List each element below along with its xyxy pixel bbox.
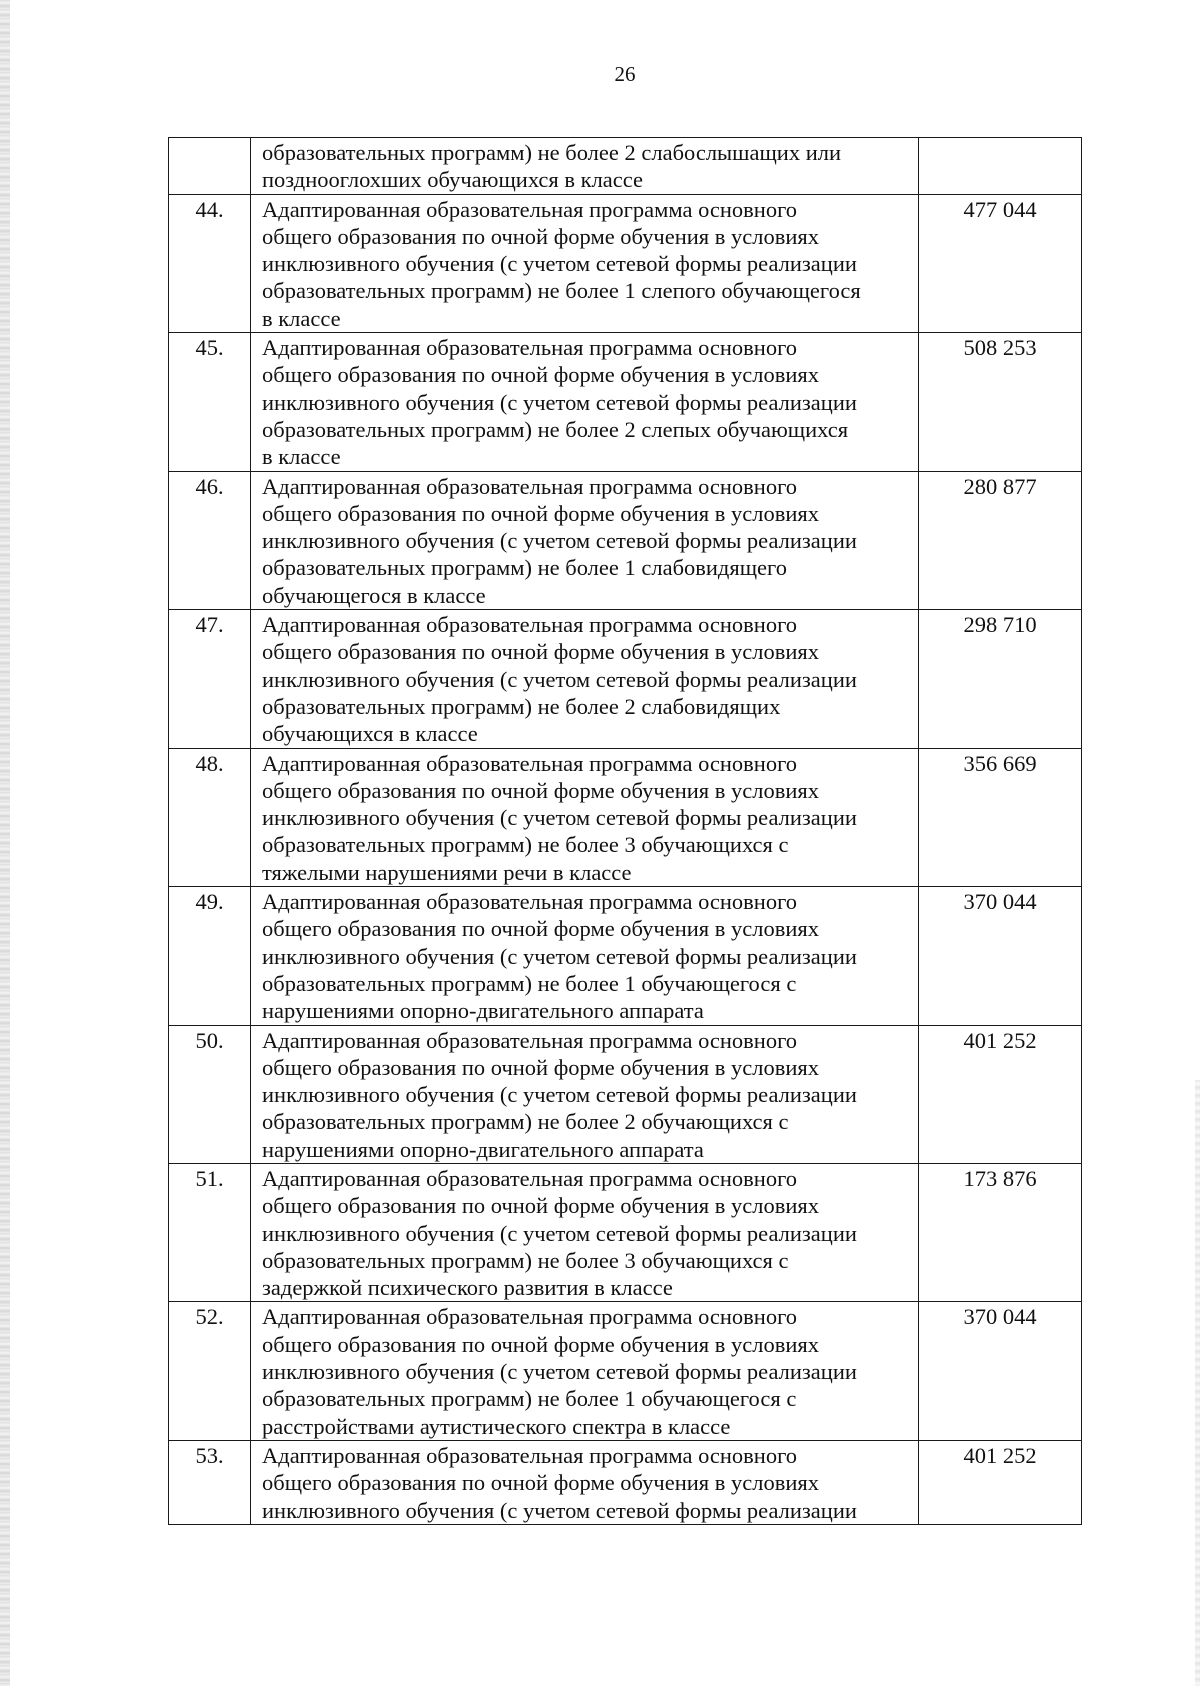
description-line: общего образования по очной форме обучения в условиях bbox=[262, 1331, 819, 1357]
description-line: нарушениями опорно-двигательного аппарата bbox=[262, 1136, 704, 1162]
description-line: инклюзивного обучения (с учетом сетевой формы реализации bbox=[262, 389, 857, 415]
table-row bbox=[169, 138, 1082, 195]
row-value: 401 252 bbox=[919, 1440, 1082, 1524]
description-line: образовательных программ) не более 3 обучающихся с bbox=[262, 1247, 789, 1273]
description-line: Адаптированная образовательная программа основного bbox=[262, 889, 798, 915]
description-line: инклюзивного обучения (с учетом сетевой формы реализации bbox=[262, 805, 857, 831]
row-description bbox=[251, 1440, 919, 1524]
description-line: в классе bbox=[262, 305, 341, 331]
description-line: образовательных программ) не более 2 слабовидящих bbox=[262, 693, 781, 719]
description-line: обучающихся в классе bbox=[262, 721, 478, 747]
description-line: образовательных программ) не более 1 обучающегося с bbox=[262, 1386, 797, 1412]
description-line: общего образования по очной форме обучения в условиях bbox=[262, 1054, 819, 1080]
table-row bbox=[169, 333, 1082, 471]
description-line: образовательных программ) не более 1 обучающегося с bbox=[262, 970, 797, 996]
description-line: Адаптированная образовательная программа основного bbox=[262, 1027, 798, 1053]
table-row bbox=[169, 1163, 1082, 1301]
row-value: 173 876 bbox=[919, 1163, 1082, 1301]
row-number bbox=[169, 138, 251, 195]
description-line: общего образования по очной форме обучения в условиях bbox=[262, 362, 819, 388]
row-number: 49. bbox=[169, 887, 251, 1025]
row-description bbox=[251, 1163, 919, 1301]
row-description bbox=[251, 471, 919, 609]
description-line: общего образования по очной форме обучения в условиях bbox=[262, 1470, 819, 1496]
description-line: Адаптированная образовательная программа основного bbox=[262, 750, 798, 776]
description-line: Адаптированная образовательная программа основного bbox=[262, 1304, 798, 1330]
description-line: образовательных программ) не более 2 слепых обучающихся bbox=[262, 416, 849, 442]
row-number: 45. bbox=[169, 333, 251, 471]
description-line: Адаптированная образовательная программа основного bbox=[262, 196, 798, 222]
table-row bbox=[169, 887, 1082, 1025]
table-row bbox=[169, 748, 1082, 886]
table-row bbox=[169, 471, 1082, 609]
description-line: позднооглохших обучающихся в классе bbox=[262, 167, 644, 193]
row-number: 44. bbox=[169, 194, 251, 332]
row-description bbox=[251, 333, 919, 471]
description-line: расстройствами аутистического спектра в классе bbox=[262, 1413, 731, 1439]
row-number: 51. bbox=[169, 1163, 251, 1301]
row-description bbox=[251, 1302, 919, 1440]
table-row bbox=[169, 1440, 1082, 1524]
row-description bbox=[251, 887, 919, 1025]
row-number: 47. bbox=[169, 610, 251, 748]
description-line: Адаптированная образовательная программа основного bbox=[262, 1442, 798, 1468]
table-row bbox=[169, 1025, 1082, 1163]
row-value: 370 044 bbox=[919, 1302, 1082, 1440]
row-value: 508 253 bbox=[919, 333, 1082, 471]
description-line: общего образования по очной форме обучения в условиях bbox=[262, 777, 819, 803]
description-line: общего образования по очной форме обучения в условиях bbox=[262, 916, 819, 942]
description-line: образовательных программ) не более 1 слабовидящего bbox=[262, 555, 787, 581]
row-value: 477 044 bbox=[919, 194, 1082, 332]
description-line: инклюзивного обучения (с учетом сетевой формы реализации bbox=[262, 1220, 857, 1246]
description-line: инклюзивного обучения (с учетом сетевой формы реализации bbox=[262, 1497, 857, 1523]
description-line: образовательных программ) не более 2 обучающихся с bbox=[262, 1109, 789, 1135]
scan-edge-left bbox=[0, 0, 10, 1686]
row-value: 280 877 bbox=[919, 471, 1082, 609]
table-row bbox=[169, 1302, 1082, 1440]
description-line: обучающегося в классе bbox=[262, 582, 486, 608]
description-line: общего образования по очной форме обучения в условиях bbox=[262, 500, 819, 526]
description-line: общего образования по очной форме обучения в условиях bbox=[262, 639, 819, 665]
row-number: 48. bbox=[169, 748, 251, 886]
description-line: тяжелыми нарушениями речи в классе bbox=[262, 859, 632, 885]
description-line: инклюзивного обучения (с учетом сетевой формы реализации bbox=[262, 1359, 857, 1385]
description-line: инклюзивного обучения (с учетом сетевой формы реализации bbox=[262, 1082, 857, 1108]
row-number: 46. bbox=[169, 471, 251, 609]
description-line: образовательных программ) не более 1 слепого обучающегося bbox=[262, 278, 861, 304]
description-line: инклюзивного обучения (с учетом сетевой формы реализации bbox=[262, 251, 857, 277]
row-description bbox=[251, 748, 919, 886]
row-value: 356 669 bbox=[919, 748, 1082, 886]
tariff-table bbox=[168, 137, 1082, 1525]
description-line: образовательных программ) не более 2 слабослышащих или bbox=[262, 140, 842, 165]
row-number: 53. bbox=[169, 1440, 251, 1524]
row-description bbox=[251, 194, 919, 332]
row-value bbox=[919, 138, 1082, 195]
page-number: 26 bbox=[614, 62, 636, 86]
row-number: 52. bbox=[169, 1302, 251, 1440]
description-line: инклюзивного обучения (с учетом сетевой формы реализации bbox=[262, 528, 857, 554]
description-line: общего образования по очной форме обучения в условиях bbox=[262, 223, 819, 249]
description-line: задержкой психического развития в классе bbox=[262, 1275, 673, 1301]
description-line: Адаптированная образовательная программа основного bbox=[262, 1165, 798, 1191]
description-line: инклюзивного обучения (с учетом сетевой формы реализации bbox=[262, 666, 857, 692]
description-line: в классе bbox=[262, 444, 341, 470]
row-description bbox=[251, 138, 919, 195]
description-line: общего образования по очной форме обучения в условиях bbox=[262, 1193, 819, 1219]
row-description bbox=[251, 610, 919, 748]
scan-edge-right bbox=[1195, 1080, 1200, 1686]
description-line: Адаптированная образовательная программа основного bbox=[262, 612, 798, 638]
row-number: 50. bbox=[169, 1025, 251, 1163]
description-line: Адаптированная образовательная программа основного bbox=[262, 335, 798, 361]
row-value: 370 044 bbox=[919, 887, 1082, 1025]
description-line: образовательных программ) не более 3 обучающихся с bbox=[262, 832, 789, 858]
description-line: нарушениями опорно-двигательного аппарата bbox=[262, 998, 704, 1024]
table-row bbox=[169, 610, 1082, 748]
row-value: 401 252 bbox=[919, 1025, 1082, 1163]
row-description bbox=[251, 1025, 919, 1163]
description-line: инклюзивного обучения (с учетом сетевой формы реализации bbox=[262, 943, 857, 969]
row-value: 298 710 bbox=[919, 610, 1082, 748]
table-row bbox=[169, 194, 1082, 332]
description-line: Адаптированная образовательная программа основного bbox=[262, 473, 798, 499]
